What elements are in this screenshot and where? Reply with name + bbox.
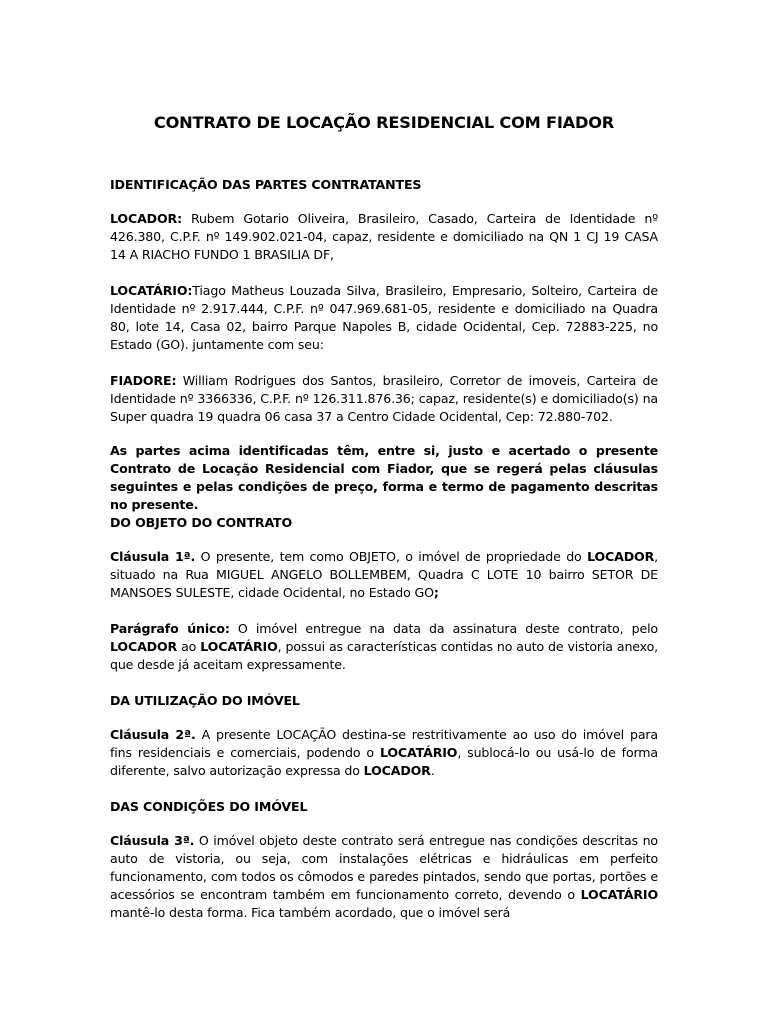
paragraph-clause-3: [110, 832, 658, 922]
paragraph-clause-1: [110, 548, 658, 602]
clause-2-text-2: , sublocá-lo ou usá-lo de forma diferente, salvo autorização expressa do: [110, 745, 658, 778]
clause-3-text-2: mantê-lo desta forma. Fica também acordado, que o imóvel será: [110, 905, 511, 920]
locador-text: Rubem Gotario Oliveira, Brasileiro, Casado, Carteira de Identidade nº 426.380, C.P.F. nº 149.902.021-04, capaz, residente e domiciliado na QN 1 CJ 19 CASA 14 A RIACHO FUNDO 1 BRASILIA DF,: [110, 211, 658, 262]
paragraph-locador: [110, 210, 658, 264]
clause-1-bold-1: LOCADOR: [587, 549, 655, 564]
locador-label: LOCADOR:: [110, 211, 182, 226]
clause-2-label: Cláusula 2ª.: [110, 727, 196, 742]
paragraph-unique-label: Parágrafo único:: [110, 621, 230, 636]
document-page: [110, 0, 658, 1024]
paragraph-fiadore: [110, 372, 658, 426]
clause-1-text-1: O presente, tem como OBJETO, o imóvel de propriedade do: [195, 549, 588, 564]
section-heading-parties: IDENTIFICAÇÃO DAS PARTES CONTRATANTES: [110, 177, 422, 192]
paragraph-unique: [110, 620, 658, 674]
locatario-text: Tiago Matheus Louzada Silva, Brasileiro, Empresario, Solteiro, Carteira de Identidade nº 2.917.444, C.P.F. nº 047.969.681-05, residente e domiciliado na Quadra 80, lote 14, Casa 02, bairro Parque Napoles B, cidade Ocidental, Cep. 72883-225, no Estado (GO). juntamente com seu:: [110, 283, 658, 352]
document-title: CONTRATO DE LOCAÇÃO RESIDENCIAL COM FIADOR: [153, 113, 615, 132]
paragraph-unique-bold-1: LOCADOR: [110, 639, 178, 654]
clause-2-text-1: A presente LOCAÇÃO destina-se restritivamente ao uso do imóvel para fins residenciais e comerciais, podendo o: [110, 727, 658, 760]
paragraph-agreement: As partes acima identificadas têm, entre si, justo e acertado o presente Contrato de Locação Residencial com Fiador, que se regerá pelas cláusulas seguintes e pelas condições de preço, forma e termo de pagamento descritas no presente.: [110, 443, 658, 512]
clause-1-bold-2: ;: [433, 585, 439, 600]
clause-3-label: Cláusula 3ª.: [110, 833, 195, 848]
section-heading-object: DO OBJETO DO CONTRATO: [110, 515, 293, 530]
fiadore-text: William Rodrigues dos Santos, brasileiro, Corretor de imoveis, Carteira de Identidade nº 3366336, C.P.F. nº 126.311.876.36; capaz, residente(s) e domiciliado(s) na Super quadra 19 quadra 06 casa 37 a Centro Cidade Ocidental, Cep: 72.880-702.: [110, 373, 658, 424]
clause-2-bold-2: LOCADOR: [363, 763, 431, 778]
section-heading-use: DA UTILIZAÇÃO DO IMÓVEL: [110, 693, 300, 708]
section-heading-conditions: DAS CONDIÇÕES DO IMÓVEL: [110, 799, 308, 814]
paragraph-locatario: [110, 282, 658, 354]
fiadore-label: FIADORE:: [110, 373, 177, 388]
clause-3-text-1: O imóvel objeto deste contrato será entregue nas condições descritas no auto de vistoria, ou seja, com instalações elétricas e hidráulicas em perfeito funcionamento, com todos os cômodos e paredes pintados, sendo que portas, portões e acessórios se encontram também em funcionamento correto, devendo o: [110, 833, 658, 902]
locatario-label: LOCATÁRIO:: [110, 283, 193, 298]
clause-1-label: Cláusula 1ª.: [110, 549, 196, 564]
paragraph-unique-text-3: , possui as características contidas no auto de vistoria anexo, que desde já aceitam expressamente.: [110, 639, 658, 672]
clause-2-bold-1: LOCATÁRIO: [379, 745, 458, 760]
paragraph-unique-text-1: O imóvel entregue na data da assinatura deste contrato, pelo: [229, 621, 658, 636]
paragraph-unique-bold-2: LOCATÁRIO: [200, 639, 278, 654]
clause-1-text-2: , situado na Rua MIGUEL ANGELO BOLLEMBEM, Quadra C LOTE 10 bairro SETOR DE MANSOES SULESTE, cidade Ocidental, no Estado GO: [110, 549, 658, 600]
paragraph-clause-2: [110, 726, 658, 780]
clause-2-text-3: .: [430, 763, 435, 778]
paragraph-unique-text-2: ao: [177, 639, 201, 654]
clause-3-bold-1: LOCATÁRIO: [580, 887, 658, 902]
